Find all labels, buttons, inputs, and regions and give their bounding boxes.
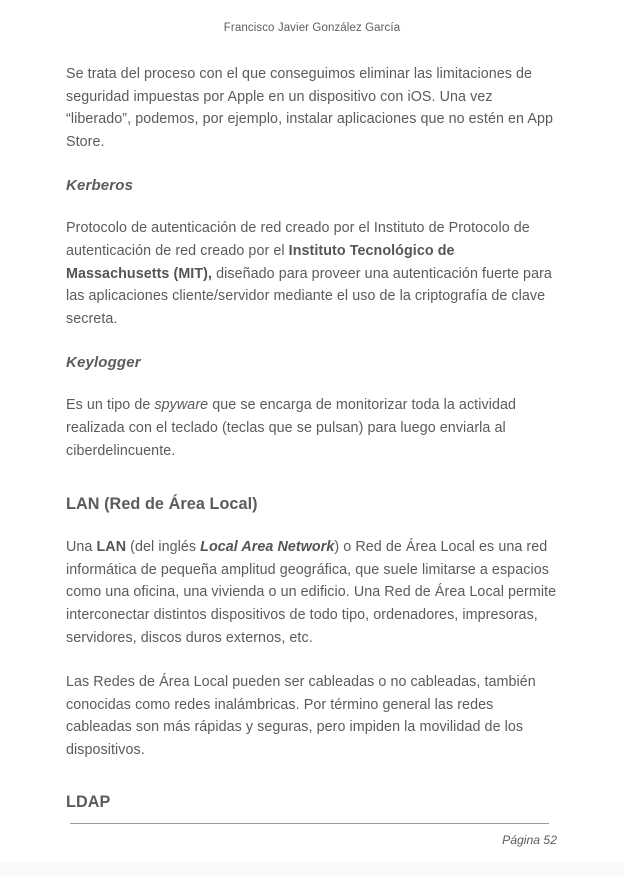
- footer-page-number: Página 52: [502, 833, 557, 847]
- paragraph-kerberos: [66, 217, 557, 330]
- keylogger-text-part2: que se encarga de monitorizar toda la actividad realizada con el teclado (teclas que se pulsan) para luego enviarla al ciberdelincuente.: [66, 397, 517, 459]
- heading-ldap: LDAP: [66, 793, 111, 812]
- kerberos-text-part1: Protocolo de autenticación de red creado por el Instituto de Protocolo de autenticación de red creado por el: [66, 220, 530, 259]
- kerberos-text-part2: diseñado para proveer una autenticación fuerte para las aplicaciones cliente/servidor mediante el uso de la criptografía de clave secreta.: [66, 265, 552, 327]
- page-bottom-edge: [0, 862, 624, 876]
- heading-lan: LAN (Red de Área Local): [66, 495, 258, 514]
- lan-bold-italic-english: Local Area Network: [200, 539, 335, 556]
- kerberos-bold-mit: Instituto Tecnológico de Massachusetts (MIT),: [66, 242, 455, 282]
- paragraph-lan-2: Las Redes de Área Local pueden ser cableadas o no cableadas, también conocidas como redes inalámbricas. Por término general las redes cableadas son más rápidas y seguras, pero impiden la movilidad de los dispositivos.: [66, 674, 536, 758]
- footer-divider: [70, 823, 549, 824]
- keylogger-italic-spyware: spyware: [154, 397, 209, 414]
- heading-kerberos: Kerberos: [66, 177, 134, 195]
- paragraph-jailbreak: Se trata del proceso con el que conseguimos eliminar las limitaciones de seguridad impuestas por Apple en un dispositivo con iOS. Una vez “liberado”, podemos, por ejemplo, instalar aplicaciones que no estén en App Store.: [66, 66, 553, 150]
- lan-bold-acronym: LAN: [96, 539, 127, 556]
- paragraph-keylogger: [66, 394, 557, 462]
- lan-text-part3: ) o Red de Área Local es una red informática de pequeña amplitud geográfica, que suele limitarse a espacios como una oficina, una vivienda o un edificio. Una Red de Área Local permite interconectar distintos dispositivos de todo tipo, ordenadores, impresoras, servidores, discos duros externos, etc.: [66, 539, 557, 646]
- lan-text-part1: Una: [66, 539, 97, 556]
- heading-keylogger: Keylogger: [66, 354, 141, 372]
- page-header-author: Francisco Javier González García: [223, 22, 401, 34]
- page-content: [66, 63, 557, 834]
- lan-text-part2: (del inglés: [126, 539, 201, 556]
- heading-spacer-lan: [66, 484, 557, 493]
- heading-spacer-ldap: [66, 782, 557, 791]
- keylogger-text-part1: Es un tipo de: [66, 397, 155, 414]
- paragraph-lan-1: [66, 536, 557, 649]
